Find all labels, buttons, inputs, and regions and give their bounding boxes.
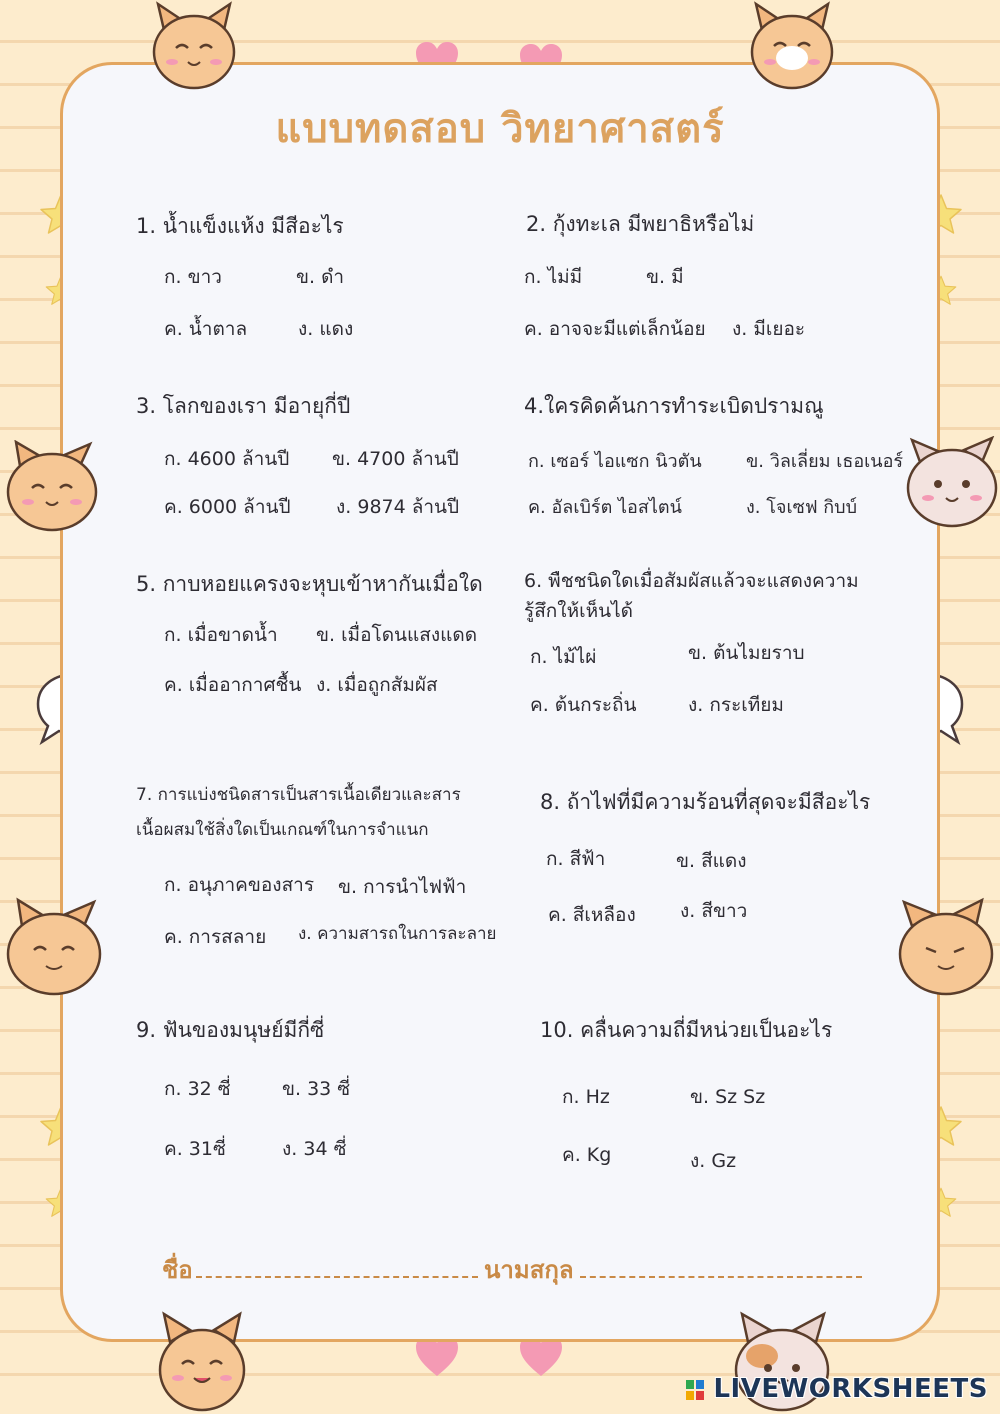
q1-option-c[interactable]: ค. น้ำตาล [164,318,248,340]
cat-icon [146,0,242,100]
question-1: 1. น้ำแข็งแห้ง มีสีอะไร [136,214,344,238]
surname-input-line[interactable] [580,1276,862,1278]
q4-option-a[interactable]: ก. เซอร์ ไอแซก นิวตัน [528,451,702,472]
question-4: 4.ใครคิดค้นการทำระเบิดปรามณู [524,394,824,418]
q6-option-c[interactable]: ค. ต้นกระถิ่น [530,694,637,716]
q1-option-a[interactable]: ก. ขาว [164,266,222,288]
q8-option-c[interactable]: ค. สีเหลือง [548,904,636,926]
name-input-line[interactable] [196,1276,478,1278]
q5-option-a[interactable]: ก. เมื่อขาดน้ำ [164,624,278,646]
q9-option-a[interactable]: ก. 32 ซี่ [164,1078,231,1100]
q10-option-b[interactable]: ข. Sz Sz [690,1086,766,1108]
question-5: 5. กาบหอยแครงจะหุบเข้าหากันเมื่อใด [136,572,483,596]
q8-option-d[interactable]: ง. สีขาว [680,900,748,922]
q3-option-a[interactable]: ก. 4600 ล้านปี [164,448,290,470]
surname-label: นามสกุล [484,1256,574,1284]
q5-option-d[interactable]: ง. เมื่อถูกสัมผัส [316,674,438,696]
q3-option-b[interactable]: ข. 4700 ล้านปี [332,448,459,470]
cat-icon [0,440,106,540]
q10-option-d[interactable]: ง. Gz [690,1150,737,1172]
q6-option-b[interactable]: ข. ต้นไมยราบ [688,642,805,664]
q6-option-a[interactable]: ก. ไม้ไผ่ [530,646,597,668]
q2-option-b[interactable]: ข. มี [646,266,684,288]
q6-option-d[interactable]: ง. กระเทียม [688,694,784,716]
q9-option-b[interactable]: ข. 33 ซี่ [282,1078,351,1100]
question-7: 7. การแบ่งชนิดสารเป็นสารเนื้อเดียวและสารเนื้อผสมใช้สิ่งใดเป็นเกณฑ์ในการจำแนก [136,785,461,840]
question-6: 6. พืชชนิดใดเมื่อสัมผัสแล้วจะแสดงความรู้สึกให้เห็นได้ [524,570,859,622]
cat-icon [0,896,110,1006]
q2-option-d[interactable]: ง. มีเยอะ [732,318,806,340]
question-3: 3. โลกของเรา มีอายุกี่ปี [136,394,351,418]
question-2: 2. กุ้งทะเล มีพยาธิหรือไม่ [526,212,755,236]
cat-icon [900,436,1000,536]
q10-option-a[interactable]: ก. Hz [562,1086,610,1108]
worksheet-title: แบบทดสอบ วิทยาศาสตร์ [275,106,725,152]
q5-option-c[interactable]: ค. เมื่ออากาศชื้น [164,674,302,696]
q7-option-c[interactable]: ค. การสลาย [164,926,267,948]
q8-option-b[interactable]: ข. สีแดง [676,850,747,872]
q9-option-d[interactable]: ง. 34 ซี่ [282,1138,347,1160]
q2-option-a[interactable]: ก. ไม่มี [524,266,583,288]
watermark-text: LIVEWORKSHEETS [713,1374,988,1404]
q1-option-b[interactable]: ข. ดำ [296,266,345,288]
q7-option-b[interactable]: ข. การนำไฟฟ้า [338,876,467,898]
q3-option-d[interactable]: ง. 9874 ล้านปี [336,496,460,518]
q5-option-b[interactable]: ข. เมื่อโดนแสงแดด [316,624,478,646]
liveworksheets-logo-icon [686,1380,704,1400]
q9-option-c[interactable]: ค. 31ซี่ [164,1138,226,1160]
q10-option-c[interactable]: ค. Kg [562,1144,612,1166]
q4-option-c[interactable]: ค. อัลเบิร์ต ไอสไตน์ [528,497,682,518]
q2-option-c[interactable]: ค. อาจจะมีแต่เล็กน้อย [524,318,706,340]
question-10: 10. คลื่นความถี่มีหน่วยเป็นอะไร [540,1018,833,1042]
name-label: ชื่อ [162,1256,193,1284]
q4-option-d[interactable]: ง. โจเซฟ กิบบ์ [746,497,858,518]
q7-option-d[interactable]: ง. ความสารถในการละลาย [298,924,497,944]
q3-option-c[interactable]: ค. 6000 ล้านปี [164,496,291,518]
q7-option-a[interactable]: ก. อนุภาคของสาร [164,874,315,896]
cat-icon [742,0,842,100]
cat-icon [154,1308,250,1414]
question-9: 9. ฟันของมนุษย์มีกี่ซี่ [136,1018,325,1042]
q8-option-a[interactable]: ก. สีฟ้า [546,848,606,870]
cat-icon [890,896,1000,1006]
question-8: 8. ถ้าไฟที่มีความร้อนที่สุดจะมีสีอะไร [540,790,871,814]
q4-option-b[interactable]: ข. วิลเลี่ยม เธอเนอร์ [746,451,904,472]
q1-option-d[interactable]: ง. แดง [298,318,354,340]
